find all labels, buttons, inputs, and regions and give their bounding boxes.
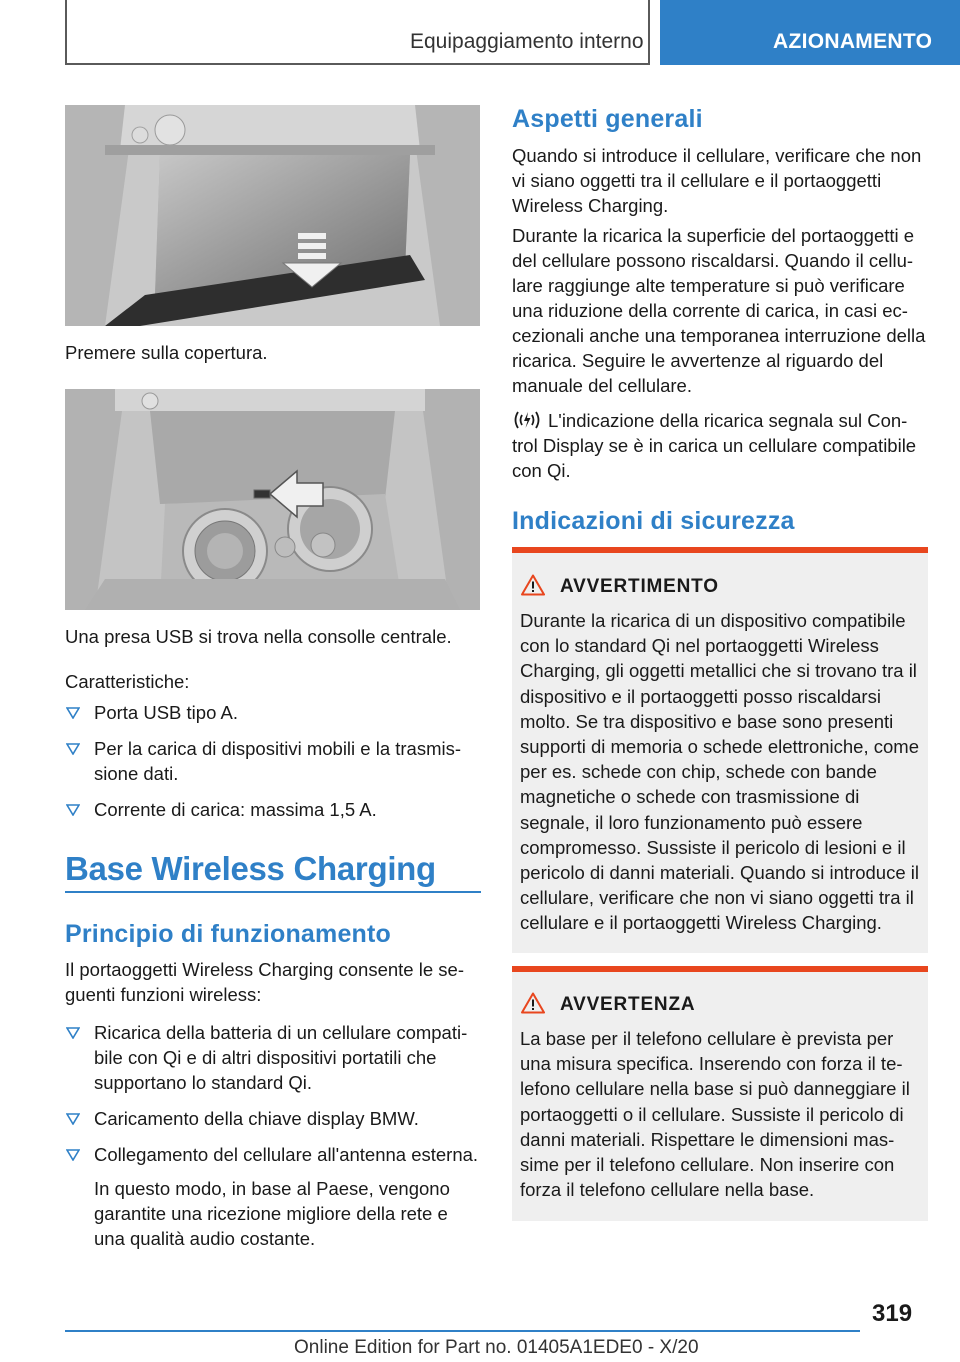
photo-press-cover	[65, 105, 480, 326]
caption-press-cover: Premere sulla copertura.	[65, 342, 268, 363]
section-heading-rule	[65, 891, 481, 893]
list-item: Collegamento del cellulare all'antenna esterna. In questo modo, in base al Paese, vengono garantite una ricezione migliore della rete e una qualità audio costante.	[65, 1142, 480, 1251]
features-label: Caratteristiche:	[65, 671, 190, 692]
subheading-safety: Indicazioni di sicurezza	[512, 507, 795, 535]
footer-edition: Online Edition for Part no. 01405A1EDE0 - X/20	[294, 1337, 699, 1358]
list-item: Ricarica della batteria di un cellulare compati-bile con Qi e di altri dispositivi portatili che supportano lo standard Qi.	[65, 1020, 480, 1095]
triangle-bullet-icon	[66, 804, 80, 816]
triangle-bullet-icon	[66, 743, 80, 755]
functions-sub-note: In questo modo, in base al Paese, vengono garantite una ricezione migliore della rete e una qualità audio costante.	[94, 1178, 450, 1249]
header-chapter-label: AZIONAMENTO	[773, 30, 933, 53]
caption-usb-port: Una presa USB si trova nella consolle centrale.	[65, 626, 452, 647]
list-item: Caricamento della chiave display BMW.	[65, 1106, 480, 1131]
list-item: Per la carica di dispositivi mobili e la trasmis-sione dati.	[65, 736, 480, 786]
warning-1-text: Durante la ricarica di un dispositivo compatibile con lo standard Qi nel portaoggetti Wireless Charging, gli oggetti metallici che si trovano tra il dispositivo e il portaoggetti posso riscaldarsi molto. Se tra dispositivo e base sono presenti supporti di memoria o schede elettroniche, come per es. schede con chip, schede con bande magnetiche o schede con trasmissione di segnale, il loro funzionamento può essere compromesso. Sussiste il pericolo di lesioni e il pericolo di danni materiali. Quando si introduce il cellulare, verificare che non vi siano oggetti tra il cellulare e il portaoggetti Wireless Charging.	[520, 610, 919, 934]
page-number: 319	[872, 1300, 913, 1327]
triangle-bullet-icon	[66, 1149, 80, 1161]
features-list	[65, 700, 480, 833]
general-paragraph-3: L'indicazione della ricarica segnala sul Con-trol Display se è in carica un cellulare compatibile con Qi.	[512, 410, 917, 481]
triangle-bullet-icon	[66, 1027, 80, 1039]
functions-list	[65, 1020, 480, 1262]
triangle-bullet-icon	[66, 707, 80, 719]
header-left-rule	[65, 0, 67, 64]
warning-1-title: AVVERTIMENTO	[560, 576, 719, 597]
warning-2-text: La base per il telefono cellulare è prevista per una misura specifica. Inserendo con forza il te-lefono cellulare nella base si può danneggiare il portaoggetti o il cellulare. Sussiste il pericolo di danni materiali. Rispettare le dimensioni mas-sime per il telefono cellulare. Non inserire con forza il telefono cellulare nella base.	[520, 1028, 910, 1201]
section-heading-wireless-charging: Base Wireless Charging	[65, 850, 436, 887]
subheading-general-aspects: Aspetti generali	[512, 105, 703, 133]
header-separator	[648, 0, 650, 65]
warning-triangle-icon	[521, 992, 545, 1014]
general-paragraph-1: Quando si introduce il cellulare, verificare che non vi siano oggetti tra il cellulare e il portaoggetti Wireless Charging.	[512, 145, 922, 216]
warning-triangle-icon	[521, 574, 545, 596]
list-item: Corrente di carica: massima 1,5 A.	[65, 797, 480, 822]
header-bottom-rule	[65, 63, 648, 65]
wireless-charging-icon	[512, 409, 542, 431]
list-item: Porta USB tipo A.	[65, 700, 480, 725]
subheading-operating-principle: Principio di funzionamento	[65, 920, 392, 948]
photo-usb-port	[65, 389, 480, 610]
general-paragraph-2: Durante la ricarica la superficie del portaoggetti e del cellulare possono riscaldarsi. Quando il cellu-lare raggiunge alte temperature si può verificare una riduzione della corrente di carica, in casi ec-cezionali anche una temporanea interruzione della ricarica. Seguire le avvertenze al riguardo del manuale del cellulare.	[512, 225, 926, 396]
header-chapter-tab[interactable]	[660, 0, 960, 65]
warning-2-title: AVVERTENZA	[560, 994, 696, 1015]
triangle-bullet-icon	[66, 1113, 80, 1125]
footer-rule	[65, 1330, 860, 1332]
header-section-title: Equipaggiamento interno	[410, 30, 644, 53]
functions-intro: Il portaoggetti Wireless Charging consente le se-guenti funzioni wireless:	[65, 959, 464, 1005]
